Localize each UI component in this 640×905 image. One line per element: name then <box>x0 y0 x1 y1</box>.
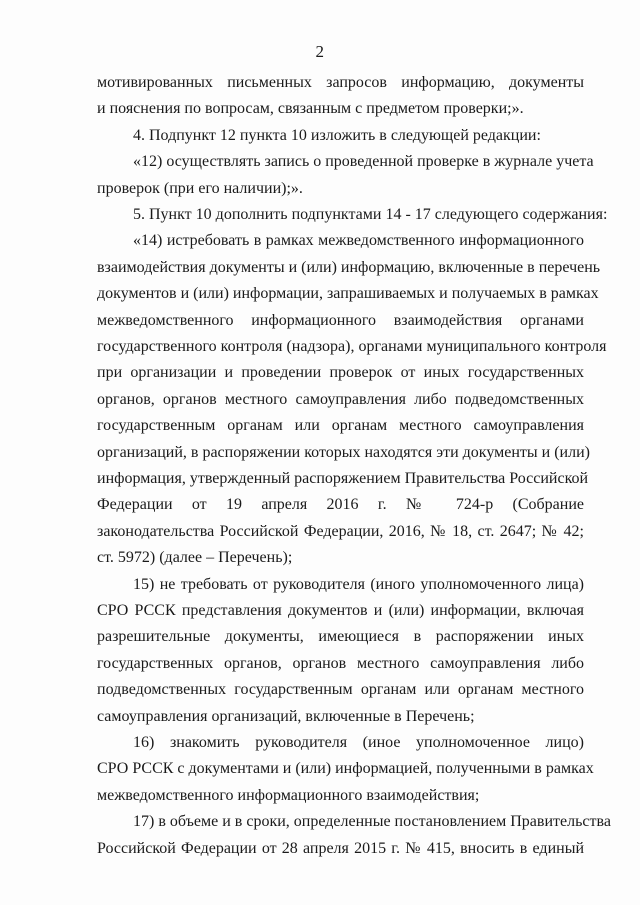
text-line: подведомственных государственным органам или органам местного <box>97 681 584 699</box>
text-line: законодательства Российской Федерации, 2016, № 18, ст. 2647; № 42; <box>97 522 584 540</box>
text-line: государственным органам или органам местного самоуправления <box>97 417 584 435</box>
text-line: Федерации от 19 апреля 2016 г. № 724-р (Собрание <box>97 496 584 514</box>
text-line: органов, органов местного самоуправления либо подведомственных <box>97 390 584 408</box>
text-line: документов и (или) информации, запрашиваемых и получаемых в рамках <box>97 285 599 303</box>
text-line: государственного контроля (надзора), органами муниципального контроля <box>97 338 607 355</box>
text-line: самоуправления организаций, включенные в Перечень; <box>97 707 475 725</box>
text-line: ст. 5972) (далее – Перечень); <box>97 549 293 567</box>
text-line: организаций, в распоряжении которых находятся эти документы и (или) <box>97 443 590 461</box>
text-line: СРО РССК с документами и (или) информацией, полученными в рамках <box>97 760 594 778</box>
text-line: 15) не требовать от руководителя (иного уполномоченного лица) <box>133 575 584 593</box>
text-line: СРО РССК представления документов и (или) информации, включая <box>97 602 584 619</box>
text-line: проверок (при его наличии);». <box>97 179 303 197</box>
text-line: 5. Пункт 10 дополнить подпунктами 14 - 17 следующего содержания: <box>133 206 608 223</box>
text-line: 4. Подпункт 12 пункта 10 изложить в следующей редакции: <box>133 126 541 144</box>
text-line: «12) осуществлять запись о проведенной проверке в журнале учета <box>133 153 594 171</box>
text-line: «14) истребовать в рамках межведомственного информационного <box>133 232 584 250</box>
text-line: межведомственного информационного взаимодействия органами <box>97 311 584 329</box>
text-line: государственных органов, органов местного самоуправления либо <box>97 654 584 672</box>
text-line: разрешительные документы, имеющиеся в распоряжении иных <box>97 628 584 646</box>
page-number: 2 <box>315 42 325 61</box>
text-line: при организации и проведении проверок от иных государственных <box>97 364 584 382</box>
text-line: Российской Федерации от 28 апреля 2015 г. № 415, вносить в единый <box>97 839 584 857</box>
text-line: 17) в объеме и в сроки, определенные постановлением Правительства <box>133 813 611 831</box>
text-line: мотивированных письменных запросов информацию, документы <box>97 74 584 91</box>
text-line: и пояснения по вопросам, связанным с предметом проверки;». <box>97 100 524 118</box>
text-line: межведомственного информационного взаимодействия; <box>97 786 480 804</box>
text-line: 16) знакомить руководителя (иное уполномоченное лицо) <box>133 734 584 751</box>
text-line: информация, утвержденный распоряжением Правительства Российской <box>97 470 589 487</box>
text-line: взаимодействия документы и (или) информацию, включенные в перечень <box>97 258 601 276</box>
